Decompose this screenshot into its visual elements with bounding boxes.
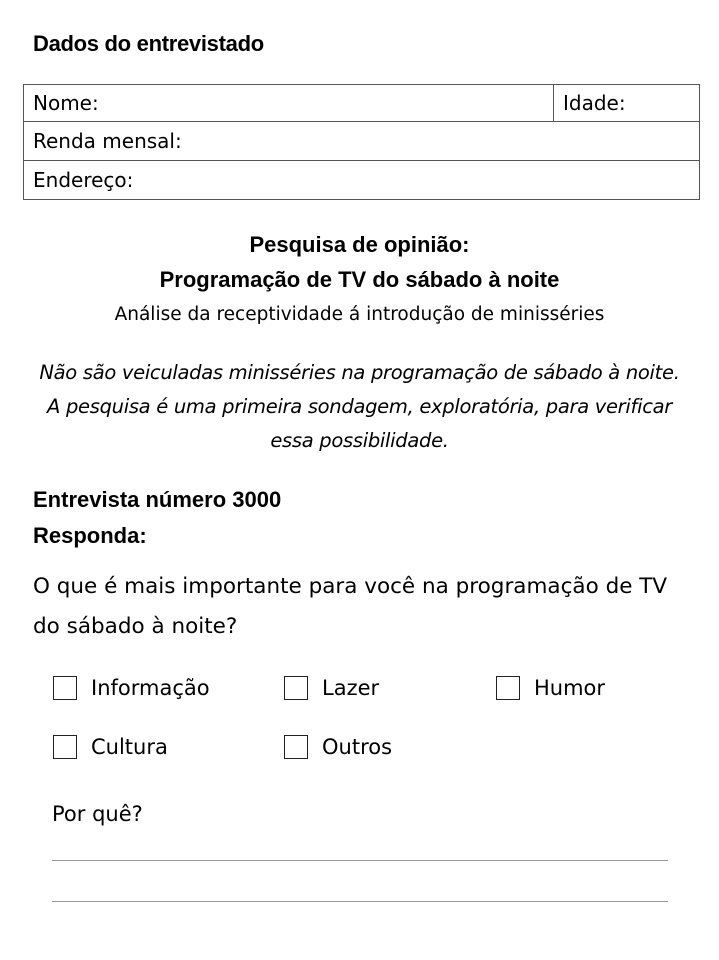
- option-label-lazer: Lazer: [322, 676, 380, 700]
- option-lazer[interactable]: [284, 676, 379, 700]
- question-text: O que é mais importante para você na programação de TV do sábado à noite?: [33, 574, 668, 639]
- answer-prompt: Responda:: [33, 523, 147, 548]
- option-label-humor: Humor: [534, 676, 606, 700]
- section-title: Dados do entrevistado: [33, 31, 264, 56]
- option-cultura[interactable]: [53, 735, 168, 759]
- option-informacao[interactable]: [53, 676, 210, 700]
- option-label-cultura: Cultura: [91, 735, 168, 759]
- checkbox-lazer[interactable]: [284, 676, 308, 700]
- option-label-outros: Outros: [322, 735, 393, 759]
- interview-number: Entrevista número 3000: [33, 487, 282, 512]
- address-field[interactable]: [24, 161, 700, 200]
- why-label: Por quê?: [52, 802, 143, 826]
- survey-subtitle: Análise da receptividade á introdução de minisséries: [114, 304, 605, 325]
- answer-line-1[interactable]: [52, 860, 668, 861]
- survey-title: Pesquisa de opinião:: [249, 232, 470, 257]
- income-label: Renda mensal:: [33, 129, 182, 153]
- option-outros[interactable]: [284, 735, 392, 759]
- checkbox-humor[interactable]: [496, 676, 520, 700]
- age-field[interactable]: [554, 85, 700, 122]
- age-label: Idade:: [563, 91, 626, 115]
- respondent-data-table: [23, 84, 700, 200]
- survey-note: Não são veiculadas minisséries na programação de sábado à noite. A pesquisa é uma primeira sondagem, exploratória, para verificar essa possibilidade.: [39, 361, 680, 452]
- option-humor[interactable]: [496, 676, 605, 700]
- name-label: Nome:: [33, 91, 99, 115]
- name-field[interactable]: [24, 85, 554, 122]
- option-label-informacao: Informação: [91, 676, 210, 700]
- checkbox-informacao[interactable]: [53, 676, 77, 700]
- answer-line-2[interactable]: [52, 901, 668, 902]
- address-label: Endereço:: [33, 168, 134, 192]
- checkbox-cultura[interactable]: [53, 735, 77, 759]
- income-field[interactable]: [24, 122, 700, 161]
- survey-topic: Programação de TV do sábado à noite: [159, 267, 560, 292]
- checkbox-outros[interactable]: [284, 735, 308, 759]
